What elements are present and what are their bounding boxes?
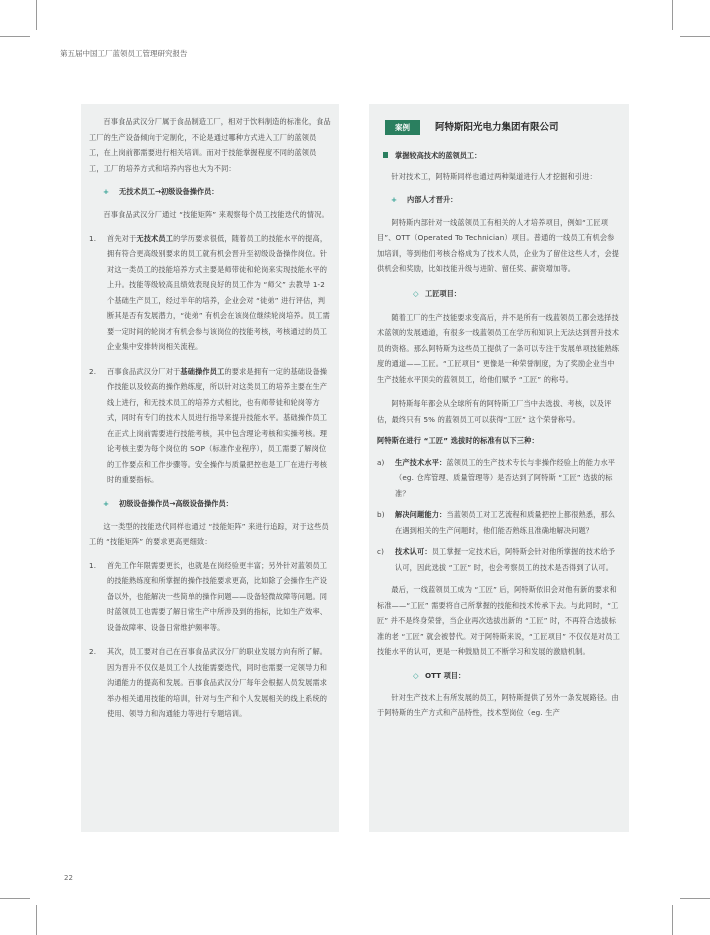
case-badge: 案例 [385, 120, 420, 135]
diamond-icon: ◇ [413, 670, 419, 680]
item-number: 2. [89, 366, 97, 376]
crop-mark [36, 905, 37, 935]
square-icon [383, 152, 388, 158]
intro-paragraph: 百事食品武汉分厂属于食品制造工厂，相对于饮料制造的标准化，食品工厂的生产设备倾向于定制化，不论是通过哪种方式进入工厂的蓝领员工，在上岗前都需要进行相关培训。而对于技能掌握程度不同的蓝领员工，工厂的培养方式和培养内容也大为不同： [89, 117, 331, 173]
section-bullet-label: 内部人才晋升： [407, 194, 458, 204]
paragraph: 阿特斯内部针对一线蓝领员工有相关的人才培养项目，例如“工匠项目”、OTT（Operated To Technician）项目。普通的一线员工有机会参加培训，等到他们考核合格成为了技术人员，企业为了留住这些人才，会提供机会和奖励，比如技能升级与进阶、留任奖、薪资增加等。 [377, 217, 620, 273]
crop-mark [680, 36, 710, 37]
crop-mark [0, 36, 30, 37]
case-header [377, 104, 621, 134]
section-bullet-2 [89, 496, 331, 511]
item-text: 其次，员工要对自己在百事食品武汉分厂的职业发展方向有所了解。因为晋升不仅仅是员工个人技能需要迭代，同时也需要一定领导力和沟通能力的提高和发展。百事食品武汉分厂每年会根据人员发展需求举办相关通用技能的培训，针对与生产和个人发展相关的线上系统的使用、领导力和沟通能力等进行专题培训。 [107, 647, 328, 718]
diamond-bullet-label: 工匠项目： [425, 288, 461, 298]
item-bold: 解决问题能力： [395, 510, 447, 519]
item-text: 首先工作年限需要更长，也就是在岗经验更丰富；另外针对蓝领员工的技能熟练度和所掌握的操作技能要求更高，比如除了会操作生产设备以外，也能解决一些简单的操作问题——设备轻微故障等问题。同时蓝领员工也需要了解日常生产中所涉及到的指标，比如生产效率、设备故障率、设备日常维护频率等。 [107, 560, 328, 632]
item-letter: b) [377, 510, 385, 519]
numbered-item-2 [89, 364, 331, 488]
numbered-item-3 [89, 558, 331, 636]
plus-icon: + [103, 498, 110, 508]
numbered-item-4 [89, 644, 331, 722]
item-text: 首先对于 [107, 233, 137, 243]
item-text: 当蓝领员工对工艺流程和质量把控上都很熟悉，那么在遇到相关的生产问题时，他们能否熟练且准确地解决问题？ [395, 510, 616, 535]
paragraph: 针对生产技术上有所发展的员工，阿特斯提供了另外一条发展路径。由于阿特斯的生产方式和产品特性，技术型岗位（eg. 生产 [377, 692, 619, 717]
item-bold: 无技术员工 [136, 233, 174, 243]
crop-mark [672, 905, 673, 935]
section-bullet-label: 初级设备操作员→高级设备操作员： [119, 498, 233, 508]
item-number: 2. [89, 647, 97, 656]
section-bullet-1 [89, 184, 331, 199]
item-number: 1. [89, 560, 97, 570]
right-column [369, 104, 629, 832]
running-header: 第五届中国工厂蓝领员工管理研究报告 [60, 49, 188, 58]
criteria-item-b [377, 507, 621, 538]
item-text: 员工掌握一定技术后，阿特斯会针对他所掌握的技术给予认可，因此选拔 “工匠” 时，也会考察员工的技术是否得到了认可。 [395, 547, 616, 572]
item-letter: c) [377, 547, 385, 556]
paragraph: 随着工厂的生产技能要求变高后，并不是所有一线蓝领员工都会选择技术蓝领的发展通道，有很多一线蓝领员工在学历和知识上无法达到晋升技术员的资格。那么阿特斯为这些员工提供了一条可以专注于发展单项技能熟练度的通道——工匠。“工匠项目” 更像是一种荣誉制度，为了奖励企业当中生产技能水平顶尖的蓝领员工，给他们赋予 “工匠” 的称号。 [377, 312, 620, 384]
plus-icon: + [103, 187, 110, 196]
criteria-item-c [377, 544, 621, 575]
item-bold: 基础操作员工 [180, 366, 225, 376]
criteria-heading: 阿特斯在进行 “工匠” 选拔时的标准有以下三种： [377, 436, 539, 445]
item-text: 的学历要求很低，随着员工的技能水平的提高，拥有符合更高级别要求的员工就有机会晋升至初级设备操作岗位。针对这一类员工的技能培养方式主要是师带徒和轮岗来实现技能水平的上升。技能等级较高且绩效表现良好的员工作为 “师父” 去教导 1-2 个基础生产员工，经过半年的培养，企业会对 “徒弟” 进行评估，判断其是否有发展潜力，“徒弟” 有机会在该岗位继续轮岗培养。员工需要一定时间的轮岗才有机会参与该岗位的技能考核，考核通过的员工企业集中安排转岗相关流程。 [107, 233, 330, 351]
section-bullet-label: 无技术员工→初级设备操作员： [119, 187, 219, 196]
plus-icon: + [391, 194, 398, 204]
crop-mark [36, 0, 37, 30]
paragraph: 这一类型的技能迭代同样也通过 “技能矩阵” 来进行追踪，对于这些员工的 “技能矩阵” 的要求更高更细致： [89, 521, 329, 546]
item-bold: 生产技术水平： [395, 457, 447, 467]
left-column [81, 104, 339, 832]
crop-mark [672, 0, 673, 30]
item-text: 蓝领员工的生产技术专长与非操作经验上的能力水平（eg. 仓库管理、质量管理等）是否达到了阿特斯 “工匠” 选拔的标准？ [395, 457, 616, 498]
paragraph: 百事食品武汉分厂通过 “技能矩阵” 来观察每个员工技能迭代的情况。 [103, 210, 329, 219]
diamond-icon: ◇ [413, 288, 419, 298]
paragraph: 阿特斯每年都会从全球所有的阿特斯工厂当中去选拔、考核，以及评估，最终只有 5% 的蓝领员工可以获得“工匠” 这个荣誉称号。 [377, 399, 612, 424]
paragraph: 最后，一线蓝领员工成为 “工匠” 后，阿特斯依旧会对他有新的要求和标准——“工匠” 需要将自己所掌握的技能和技术传承下去。与此同时，“工匠” 并不是终身荣誉，当企业再次选拔出新的 “工匠” 时，不再符合选拔标准的老 “工匠” 就会被替代。对于阿特斯来说，“工匠项目” 不仅仅是对员工技能水平的认可，更是一种鼓励员工不断学习和发展的激励机制。 [377, 585, 620, 656]
criteria-item-a [377, 455, 621, 502]
diamond-bullet-label: OTT 项目： [425, 670, 466, 680]
crop-mark [680, 898, 710, 899]
diamond-bullet [377, 668, 621, 683]
item-text: 的要求是拥有一定的基础设备操作技能以及较高的操作熟练度，所以针对这类员工的培养主要在生产线上进行，和无技术员工的培养方式相比，也有师带徒和轮岗等方式，同时有专门的技术人员进行指导来提升技能水平。基础操作员工在正式上岗前需要进行技能考核，其中包含理论考核和实操考核。理论考核主要为每个岗位的 SOP（标准作业程序），员工需要了解岗位的工作要点和工作步骤等。安全操作与质量把控也是工厂在进行考核时的重要指标。 [107, 366, 328, 484]
square-bullet [377, 148, 621, 163]
numbered-item-1 [89, 231, 331, 355]
item-text: 百事食品武汉分厂对于 [107, 366, 181, 376]
crop-mark [0, 898, 30, 899]
page-number: 22 [64, 874, 73, 882]
paragraph: 针对技术工，阿特斯同样也通过两种渠道进行人才挖掘和引进： [391, 172, 597, 181]
item-number: 1. [89, 233, 97, 243]
item-letter: a) [377, 457, 385, 467]
diamond-bullet [377, 286, 621, 301]
item-bold: 技术认可： [395, 547, 432, 556]
square-bullet-label: 掌握较高技术的蓝领员工： [395, 151, 482, 160]
section-bullet [377, 192, 621, 207]
case-title: 阿特斯阳光电力集团有限公司 [435, 122, 559, 133]
